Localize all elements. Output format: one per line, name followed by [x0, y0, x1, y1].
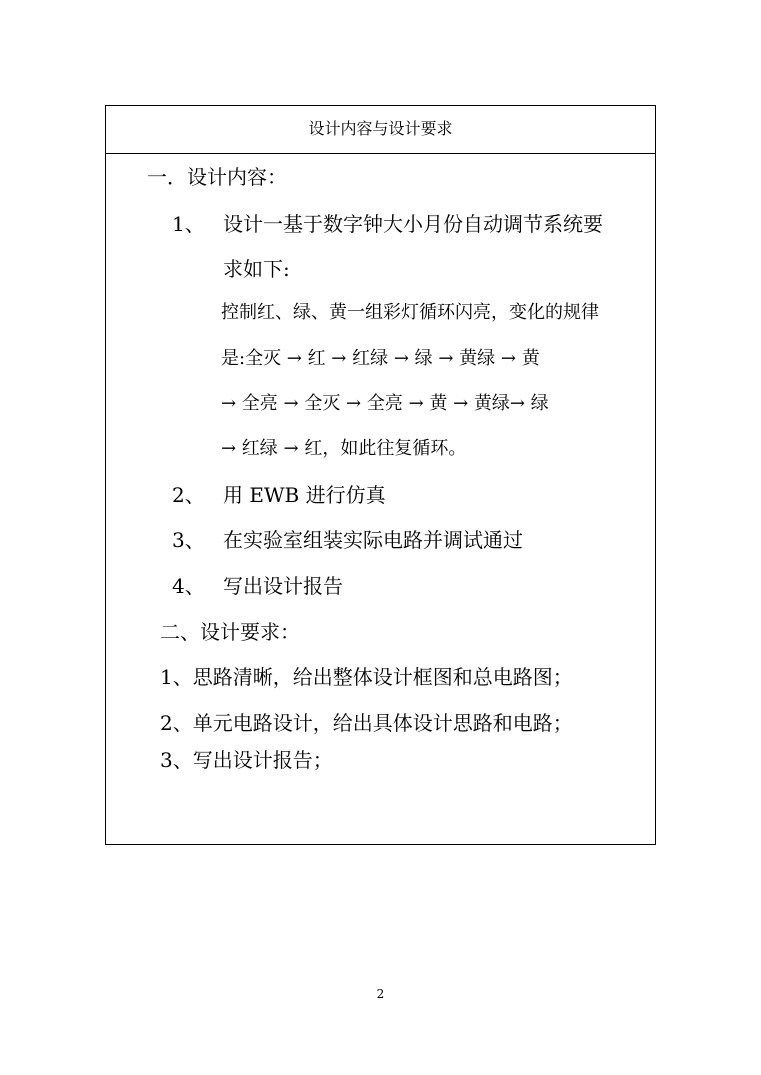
item1-number: 1、 [172, 212, 205, 236]
section1-heading: 一．设计内容： [147, 165, 287, 189]
page-number: 2 [376, 987, 385, 1001]
item1-desc-line2: 是:全灭 → 红 → 红绿 → 绿 → 黄绿 → 黄 [221, 348, 540, 369]
item3-text: 在实验室组装实际电路并调试通过 [223, 528, 523, 552]
requirement-item-3: 3、写出设计报告； [160, 748, 333, 772]
requirement-item-1: 1、思路清晰，给出整体设计框图和总电路图； [160, 665, 573, 689]
item1-desc-line4: → 红绿 → 红，如此往复循环。 [221, 438, 467, 459]
item2-text: 用 EWB 进行仿真 [223, 483, 386, 507]
item4-text: 写出设计报告 [223, 574, 343, 598]
item2-number: 2、 [172, 483, 205, 507]
item1-desc-line3: → 全亮 → 全灭 → 全亮 → 黄 → 黄绿→ 绿 [221, 393, 549, 414]
section2-heading: 二、设计要求： [160, 620, 300, 644]
item4-number: 4、 [172, 574, 205, 598]
item3-number: 3、 [172, 528, 205, 552]
design-requirements-table [105, 105, 656, 845]
item1-line1: 设计一基于数字钟大小月份自动调节系统要 [223, 212, 603, 236]
requirement-item-2: 2、单元电路设计，给出具体设计思路和电路； [160, 711, 573, 735]
item1-line2: 求如下: [223, 257, 290, 281]
item1-desc-line1: 控制红、绿、黄一组彩灯循环闪亮，变化的规律 [221, 302, 599, 323]
table-header-title: 设计内容与设计要求 [106, 106, 655, 154]
